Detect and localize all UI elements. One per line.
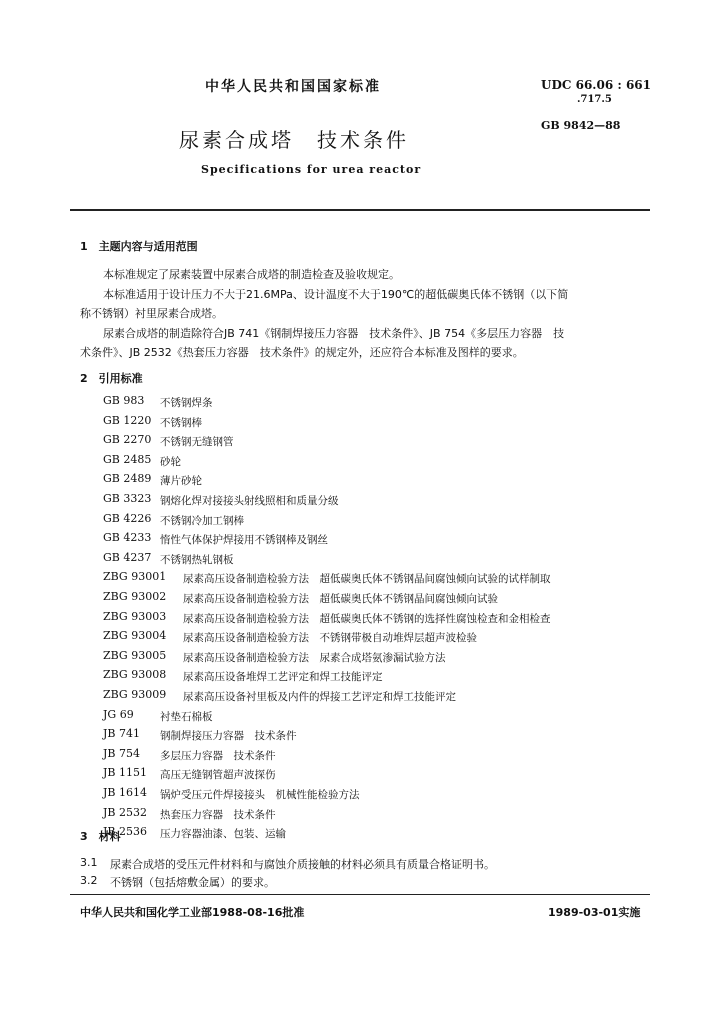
section-2-heading: 2 引用标准 [80,372,143,385]
reference-title: 尿素高压设备制造检验方法 超低碳奥氏体不锈钢晶间腐蚀倾向试验的试样制取 [183,573,551,585]
reference-title: 不锈钢棒 [160,417,202,429]
reference-code: GB 2270 [103,433,152,446]
paragraph-line: 称不锈钢）衬里尿素合成塔。 [80,307,223,320]
reference-title: 压力容器油漆、包装、运输 [160,828,286,840]
reference-code: ZBG 93003 [103,610,167,623]
effective-date: 1989-03-01实施 [548,906,641,919]
clause-number: 3.2 [80,874,98,887]
reference-code: GB 2489 [103,472,152,485]
gb-number: GB 9842—88 [541,119,621,132]
paragraph-line: 本标准规定了尿素装置中尿素合成塔的制造检查及验收规定。 [103,268,400,281]
paragraph-line: 尿素合成塔的制造除符合JB 741《钢制焊接压力容器 技术条件》、JB 754《多层压力容器 技 [103,327,565,340]
reference-title: 薄片砂轮 [160,475,202,487]
reference-code: GB 4226 [103,512,152,525]
header-rule [70,209,650,211]
udc-code-continued: .717.5 [577,94,612,105]
reference-title: 砂轮 [160,456,181,468]
reference-title: 尿素高压设备制造检验方法 超低碳奥氏体不锈钢的选择性腐蚀检查和金相检查 [183,613,551,625]
reference-title: 尿素高压设备制造检验方法 不锈钢带极自动堆焊层超声波检验 [183,632,477,644]
document-title: 尿素合成塔 技术条件 [179,128,409,152]
clause-text: 尿素合成塔的受压元件材料和与腐蚀介质接触的材料必须具有质量合格证明书。 [110,858,495,871]
reference-title: 尿素高压设备衬里板及内件的焊接工艺评定和焊工技能评定 [183,691,456,703]
standard-name: 中华人民共和国国家标准 [205,79,381,95]
reference-title: 尿素高压设备制造检验方法 超低碳奥氏体不锈钢晶间腐蚀倾向试验 [183,593,498,605]
reference-code: JG 69 [103,708,134,721]
section-3-heading: 3 材料 [80,830,121,843]
reference-code: JB 2536 [103,825,147,838]
paragraph-line: 本标准适用于设计压力不大于21.6MPa、设计温度不大于190℃的超低碳奥氏体不锈钢（以下简 [103,288,569,301]
reference-title: 不锈钢冷加工钢棒 [160,515,244,527]
reference-title: 不锈钢焊条 [160,397,213,409]
reference-title: 多层压力容器 技术条件 [160,750,276,762]
reference-code: ZBG 93008 [103,668,167,681]
reference-title: 惰性气体保护焊接用不锈钢棒及钢丝 [160,534,328,546]
reference-title: 衬垫石棉板 [160,711,213,723]
reference-code: ZBG 93005 [103,649,167,662]
reference-code: JB 1151 [103,766,147,779]
udc-code: UDC 66.06 : 661 [541,78,652,92]
reference-code: JB 754 [103,747,140,760]
reference-title: 钢熔化焊对接接头射线照相和质量分级 [160,495,339,507]
reference-title: 高压无缝钢管超声波探伤 [160,769,276,781]
reference-title: 不锈钢热轧钢板 [160,554,234,566]
clause-number: 3.1 [80,856,98,869]
reference-code: JB 2532 [103,806,147,819]
section-1-heading: 1 主题内容与适用范围 [80,240,198,253]
footer-rule [70,894,650,895]
reference-code: GB 983 [103,394,145,407]
reference-title: 锅炉受压元件焊接接头 机械性能检验方法 [160,789,360,801]
approval-line: 中华人民共和国化学工业部1988-08-16批准 [80,906,305,919]
reference-title: 不锈钢无缝钢管 [160,436,234,448]
paragraph-line: 术条件》、JB 2532《热套压力容器 技术条件》的规定外，还应符合本标准及图样的要求。 [80,346,524,359]
reference-code: ZBG 93004 [103,629,167,642]
reference-code: GB 1220 [103,414,152,427]
reference-code: ZBG 93002 [103,590,167,603]
reference-title: 热套压力容器 技术条件 [160,809,276,821]
reference-code: GB 4237 [103,551,152,564]
reference-code: JB 741 [103,727,140,740]
english-title: Specifications for urea reactor [201,163,422,176]
reference-code: JB 1614 [103,786,147,799]
reference-code: GB 3323 [103,492,152,505]
reference-code: GB 2485 [103,453,152,466]
reference-title: 尿素高压设备堆焊工艺评定和焊工技能评定 [183,671,383,683]
reference-code: ZBG 93001 [103,570,167,583]
reference-title: 尿素高压设备制造检验方法 尿素合成塔氨渗漏试验方法 [183,652,446,664]
clause-text: 不锈钢（包括熔敷金属）的要求。 [110,876,275,889]
reference-code: GB 4233 [103,531,152,544]
reference-code: ZBG 93009 [103,688,167,701]
reference-title: 钢制焊接压力容器 技术条件 [160,730,297,742]
